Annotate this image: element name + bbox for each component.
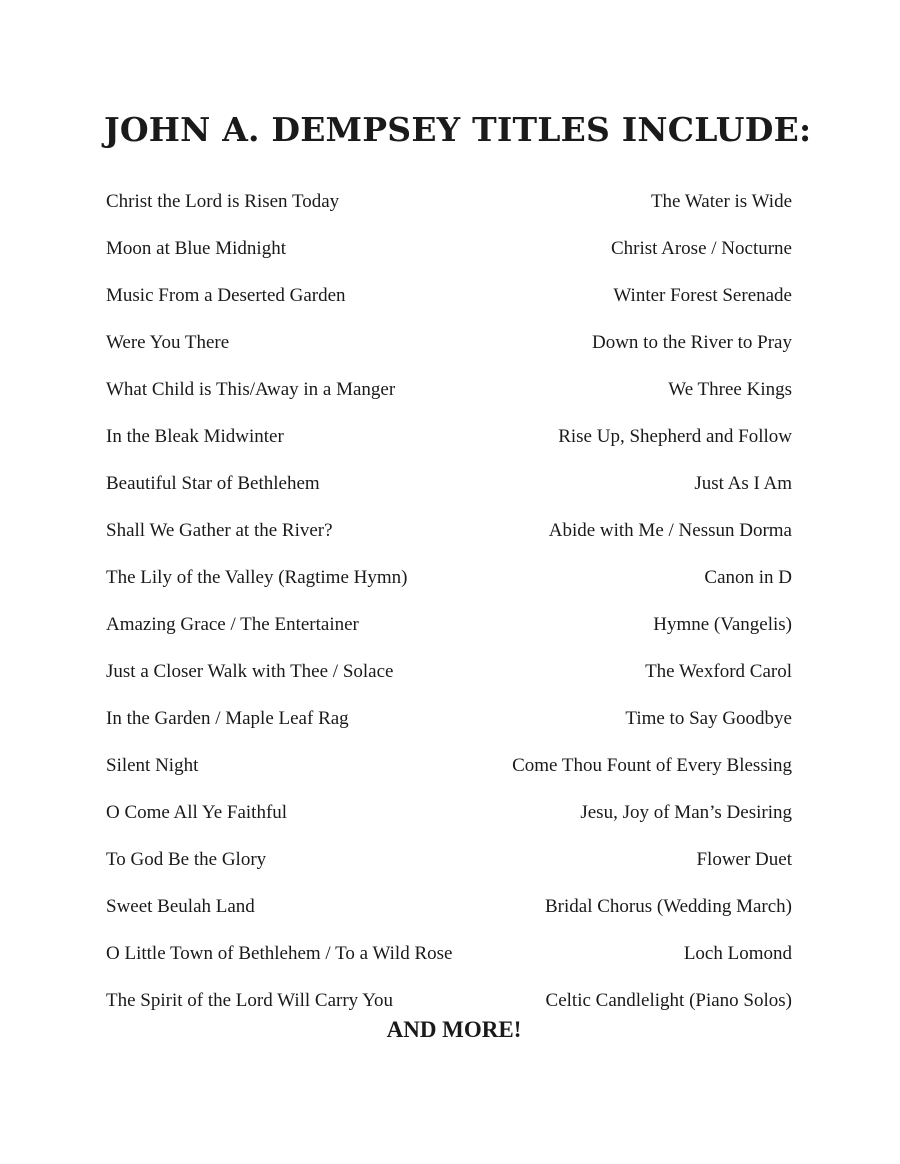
title-right: Down to the River to Pray <box>591 332 792 353</box>
list-item <box>106 375 792 422</box>
title-left: Silent Night <box>106 755 199 776</box>
title-left: The Spirit of the Lord Will Carry You <box>106 990 394 1011</box>
and-more-footer: AND MORE! <box>386 1017 522 1042</box>
list-item <box>106 563 792 610</box>
title-right: Time to Say Goodbye <box>625 708 792 729</box>
list-item <box>106 892 792 939</box>
title-right: Celtic Candlelight (Piano Solos) <box>545 990 792 1011</box>
title-right: Hymne (Vangelis) <box>653 614 792 635</box>
title-left: Sweet Beulah Land <box>106 896 255 917</box>
title-right: Loch Lomond <box>683 943 792 964</box>
title-left: The Lily of the Valley (Ragtime Hymn) <box>106 567 408 588</box>
page-title: JOHN A. DEMPSEY TITLES INCLUDE: <box>104 110 812 149</box>
title-left: Beautiful Star of Bethlehem <box>106 473 320 494</box>
title-left: What Child is This/Away in a Manger <box>106 379 396 400</box>
title-right: Rise Up, Shepherd and Follow <box>558 426 792 447</box>
title-right: We Three Kings <box>668 379 792 400</box>
title-right: Bridal Chorus (Wedding March) <box>545 896 792 917</box>
list-item <box>106 798 792 845</box>
list-item <box>106 610 792 657</box>
title-right: The Wexford Carol <box>645 661 792 682</box>
title-left: To God Be the Glory <box>106 849 267 870</box>
list-item <box>106 234 792 281</box>
list-item <box>106 187 792 234</box>
title-right: Flower Duet <box>696 849 792 870</box>
list-item <box>106 704 792 751</box>
title-left: Amazing Grace / The Entertainer <box>106 614 359 635</box>
list-item <box>106 751 792 798</box>
title-left: O Little Town of Bethlehem / To a Wild Rose <box>106 943 453 964</box>
title-left: Just a Closer Walk with Thee / Solace <box>106 661 394 682</box>
title-right: Come Thou Fount of Every Blessing <box>512 755 792 776</box>
list-item <box>106 281 792 328</box>
title-left: O Come All Ye Faithful <box>106 802 288 823</box>
list-item <box>106 422 792 469</box>
title-left: In the Bleak Midwinter <box>106 426 284 447</box>
list-item <box>106 657 792 704</box>
title-right: Winter Forest Serenade <box>613 285 792 306</box>
title-left: Were You There <box>106 332 230 353</box>
title-left: Shall We Gather at the River? <box>106 520 333 541</box>
title-right: Christ Arose / Nocturne <box>610 238 792 259</box>
title-left: Music From a Deserted Garden <box>106 285 346 306</box>
title-right: Canon in D <box>704 567 792 588</box>
title-right: Abide with Me / Nessun Dorma <box>548 520 792 541</box>
list-item <box>106 516 792 563</box>
title-right: The Water is Wide <box>650 191 792 212</box>
list-item <box>106 328 792 375</box>
title-left: In the Garden / Maple Leaf Rag <box>106 708 349 729</box>
title-right: Just As I Am <box>694 473 792 494</box>
list-item <box>106 469 792 516</box>
list-item <box>106 845 792 892</box>
title-left: Christ the Lord is Risen Today <box>106 191 340 212</box>
title-left: Moon at Blue Midnight <box>106 238 286 259</box>
list-item <box>106 939 792 986</box>
title-right: Jesu, Joy of Man’s Desiring <box>580 802 792 823</box>
titles-list <box>106 187 792 1033</box>
